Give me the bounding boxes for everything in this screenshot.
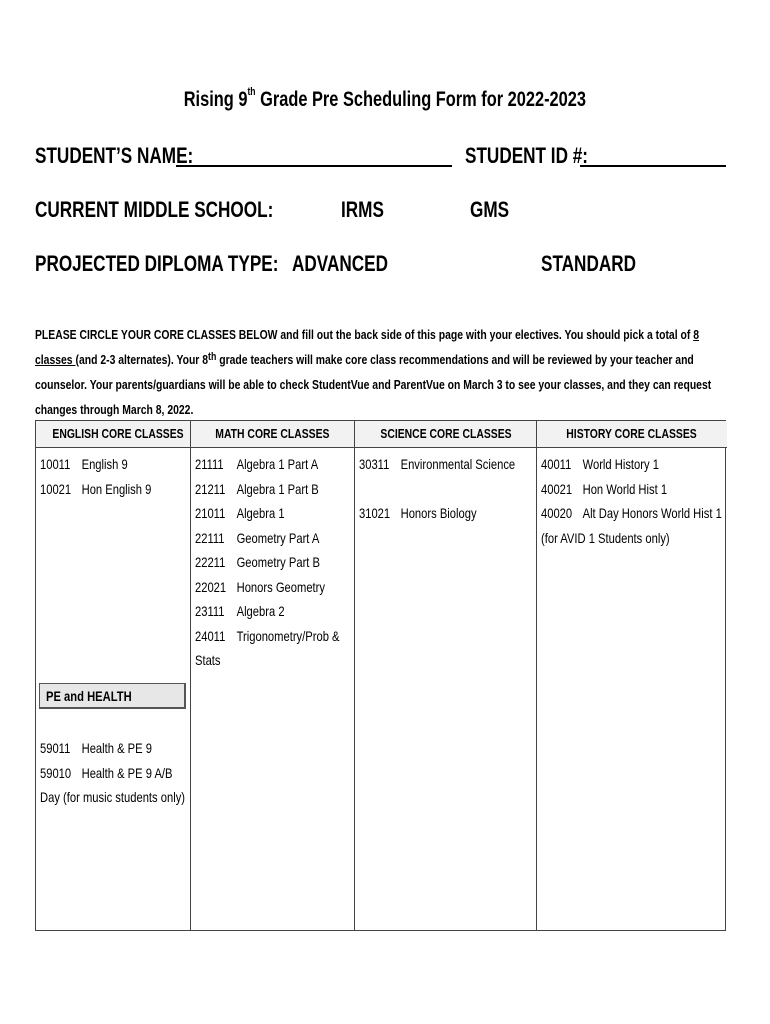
class-option[interactable]: 21011 Algebra 1 [195, 505, 285, 521]
history-header: HISTORY CORE CLASSES [537, 421, 727, 448]
student-id-field[interactable] [580, 165, 726, 167]
class-option[interactable]: 23111 Algebra 2 [195, 603, 285, 619]
science-header: SCIENCE CORE CLASSES [355, 421, 536, 448]
class-option[interactable]: 31021 Honors Biology [359, 505, 477, 521]
class-option[interactable]: 40011 World History 1 [541, 456, 659, 472]
diploma-label: PROJECTED DIPLOMA TYPE: [35, 251, 279, 276]
core-classes-table [35, 420, 726, 931]
class-option[interactable]: 22211 Geometry Part B [195, 554, 321, 570]
english-header: ENGLISH CORE CLASSES [36, 421, 190, 448]
student-id-label: STUDENT ID #: [465, 143, 588, 168]
history-note: (for AVID 1 Students only) [541, 529, 670, 546]
diploma-option-advanced[interactable]: ADVANCED [292, 251, 388, 276]
instructions: PLEASE CIRCLE YOUR CORE CLASSES BELOW and fill out the back side of this page with your electives. You should pick a total of 8 classes (and 2-3 alternates). Your 8th grade teachers will make core class recommendations and will be reviewed by your teacher and counselor. Your parents/guardians will be able to check StudentVue and ParentVue on March 3 to see your classes, and they can request changes through March 8, 2022. [35, 327, 712, 417]
class-option[interactable]: 21111 Algebra 1 Part A [195, 456, 319, 472]
class-option[interactable]: 10011 English 9 [40, 456, 128, 472]
math-column [191, 421, 355, 930]
english-column [36, 421, 191, 930]
class-option[interactable]: 21211 Algebra 1 Part B [195, 480, 319, 497]
page-title: Rising 9th Grade Pre Scheduling Form for 2022-2023 [183, 86, 587, 111]
student-name-label: STUDENT’S NAME: [35, 143, 194, 168]
middle-school-label: CURRENT MIDDLE SCHOOL: [35, 197, 274, 222]
class-option[interactable]: 40020 Alt Day Honors World Hist 1 [541, 505, 722, 521]
class-option[interactable]: 30311 Environmental Science [359, 456, 516, 472]
class-option-continuation: Stats [195, 652, 221, 668]
class-option[interactable]: 40021 Hon World Hist 1 [541, 480, 668, 497]
math-header: MATH CORE CLASSES [191, 421, 354, 448]
class-option[interactable]: 59010 Health & PE 9 A/B [40, 764, 173, 781]
pe-health-header: PE and HEALTH [39, 683, 186, 709]
class-option[interactable]: 24011 Trigonometry/Prob & [195, 627, 340, 644]
school-option-irms[interactable]: IRMS [341, 197, 384, 222]
class-option[interactable]: 22111 Geometry Part A [195, 529, 320, 546]
class-option[interactable]: 59011 Health & PE 9 [40, 740, 152, 756]
school-option-gms[interactable]: GMS [470, 197, 510, 222]
science-column [355, 421, 537, 930]
pe-note: Day (for music students only) [40, 789, 186, 805]
diploma-option-standard[interactable]: STANDARD [541, 251, 637, 276]
class-option[interactable]: 22021 Honors Geometry [195, 578, 325, 595]
history-column [537, 421, 727, 930]
class-option[interactable]: 10021 Hon English 9 [40, 480, 152, 497]
student-name-field[interactable] [176, 165, 452, 167]
